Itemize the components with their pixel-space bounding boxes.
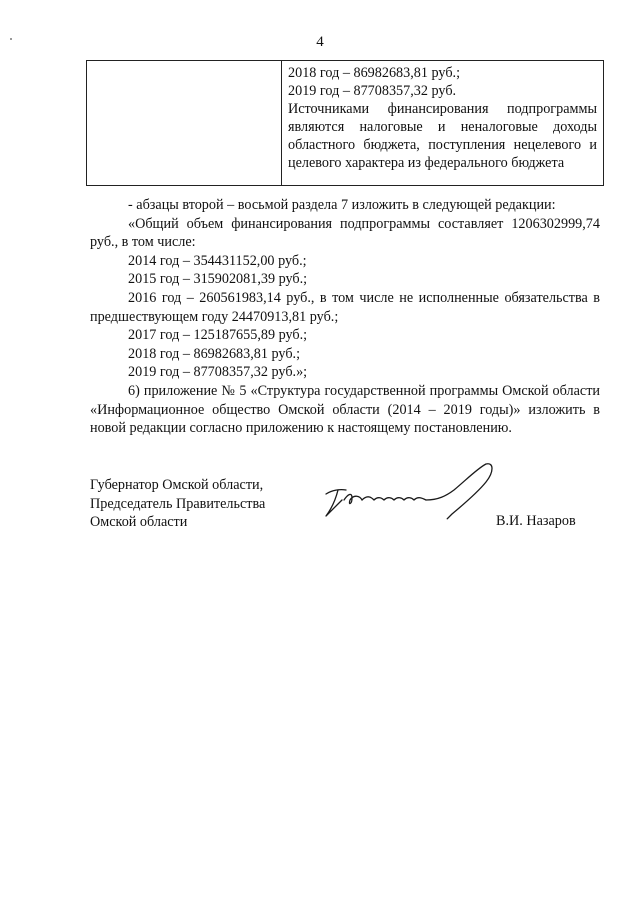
table-line-2018: 2018 год – 86982683,81 руб.; [288,65,461,81]
signatory-title [90,476,265,532]
paragraph-item-6: 6) приложение № 5 «Структура государственной программы Омской области «Информационное общество Омской области (2014 – 2019 годы)» изложить в новой редакции согласно приложению к настоящему постановлению. [90,382,600,437]
table-line-sources: Источниками финансирования подпрограммы являются налоговые и неналоговые доходы областного бюджета, поступления нецелевого и целевого характера из федерального бюджета [288,101,597,171]
table-line-2019: 2019 год – 87708357,32 руб. [288,83,457,99]
handwritten-signature [318,456,508,528]
signer-name: В.И. Назаров [496,513,576,529]
paragraph-2017: 2017 год – 125187655,89 руб.; [128,327,308,344]
table-cell-right [282,61,603,185]
financing-table [86,60,604,186]
signatory-line-3: Омской области [90,514,188,531]
paragraph-2018: 2018 год – 86982683,81 руб.; [128,345,301,362]
document-body [90,196,600,438]
paragraph-2015: 2015 год – 315902081,39 руб.; [128,271,308,288]
paragraph-2019: 2019 год – 87708357,32 руб.»; [128,364,308,381]
paragraph-2016: 2016 год – 260561983,14 руб., в том числе не исполненные обязательства в предшествующем году 24470913,81 руб.; [90,289,600,325]
paragraph-2014: 2014 год – 354431152,00 руб.; [128,252,307,269]
signatory-line-2: Председатель Правительства [90,495,266,512]
signatory-line-1: Губернатор Омской области, [90,477,264,493]
page-number: 4 [316,34,324,50]
paragraph-intro: - абзацы второй – восьмой раздела 7 изложить в следующей редакции: [128,197,556,213]
paragraph-total: «Общий объем финансирования подпрограммы составляет 1206302999,74 руб., в том числе: [90,215,600,251]
table-cell-left [87,61,282,185]
